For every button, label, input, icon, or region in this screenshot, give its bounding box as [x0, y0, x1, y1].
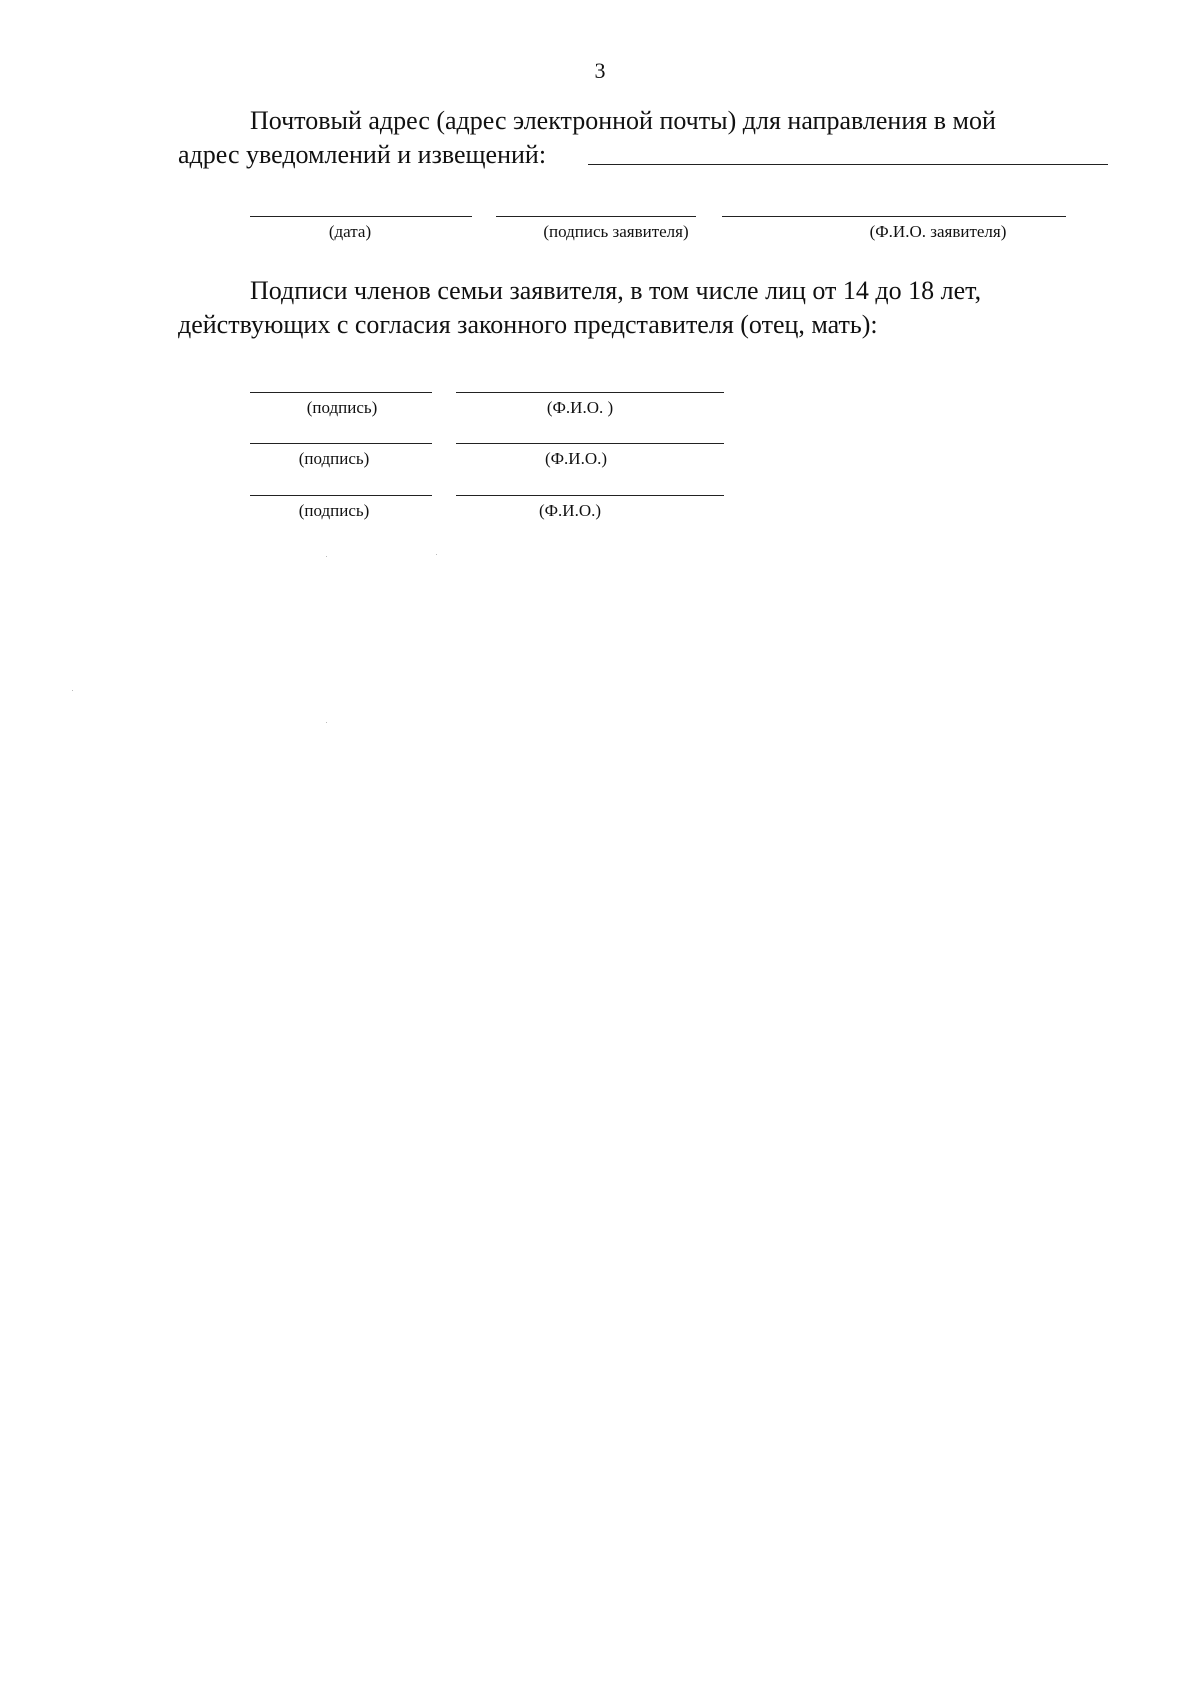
- word: (адрес: [436, 106, 507, 135]
- family-signature-caption-3: (подпись): [298, 501, 370, 520]
- family-signature-line-1[interactable]: [250, 392, 432, 393]
- word: почты): [659, 106, 737, 135]
- applicant-signature-line[interactable]: [496, 216, 696, 217]
- address-line-1: [178, 104, 1122, 138]
- family-name-line-1[interactable]: [456, 392, 724, 393]
- word: мой: [952, 106, 996, 135]
- word: семьи: [437, 276, 503, 305]
- word: направления: [787, 106, 928, 135]
- family-name-caption-3: (Ф.И.О.): [538, 501, 602, 520]
- word: лет,: [940, 276, 982, 305]
- word: заявителя,: [509, 276, 624, 305]
- family-name-caption-1: (Ф.И.О. ): [546, 398, 614, 417]
- word: от: [812, 276, 837, 305]
- word: в: [630, 276, 643, 305]
- family-name-line-2[interactable]: [456, 443, 724, 444]
- word: адрес: [368, 106, 430, 135]
- address-line-2: адрес уведомлений и извещений:: [178, 140, 547, 169]
- word: электронной: [513, 106, 653, 135]
- family-name-caption-2: (Ф.И.О.): [544, 449, 608, 468]
- date-line[interactable]: [250, 216, 472, 217]
- family-signature-caption-1: (подпись): [306, 398, 378, 417]
- word: лиц: [765, 276, 806, 305]
- word: том: [649, 276, 690, 305]
- scan-speck: [436, 554, 437, 555]
- family-signature-line-3[interactable]: [250, 495, 432, 496]
- scan-speck: [326, 722, 327, 723]
- address-paragraph: [178, 104, 1122, 172]
- family-line-2: действующих с согласия законного представителя (отец, мать):: [178, 310, 878, 339]
- word: Подписи: [250, 276, 348, 305]
- family-paragraph: [178, 274, 1122, 342]
- date-caption: (дата): [328, 222, 372, 241]
- address-fill-line[interactable]: [588, 164, 1108, 165]
- scan-speck: [326, 556, 327, 557]
- word: числе: [695, 276, 759, 305]
- applicant-name-caption: (Ф.И.О. заявителя): [869, 222, 1007, 241]
- family-name-line-3[interactable]: [456, 495, 724, 496]
- page-number: 3: [594, 58, 606, 83]
- family-signature-caption-2: (подпись): [298, 449, 370, 468]
- word: Почтовый: [250, 106, 362, 135]
- word: 18: [908, 276, 935, 305]
- word: членов: [354, 276, 431, 305]
- word: 14: [842, 276, 869, 305]
- family-signature-line-2[interactable]: [250, 443, 432, 444]
- scan-speck: [72, 690, 73, 691]
- family-line-1: [178, 274, 1122, 308]
- word: для: [742, 106, 781, 135]
- word: до: [875, 276, 902, 305]
- word: в: [933, 106, 947, 135]
- applicant-signature-caption: (подпись заявителя): [543, 222, 689, 241]
- applicant-name-line[interactable]: [722, 216, 1066, 217]
